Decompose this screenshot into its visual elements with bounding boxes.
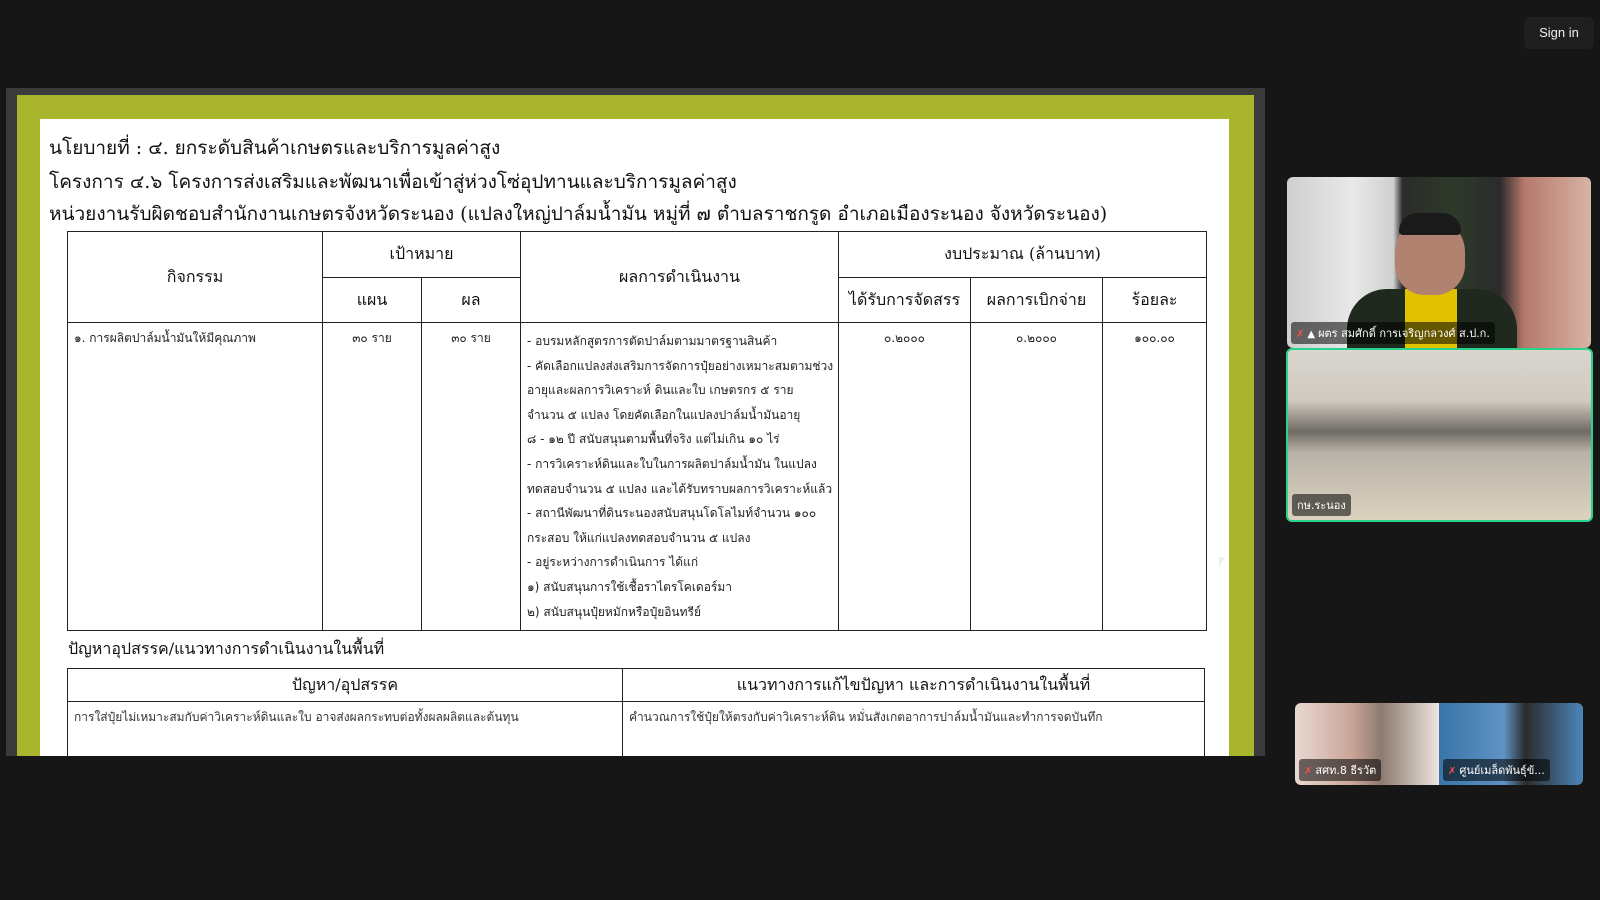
header-budget: งบประมาณ (ล้านบาท) bbox=[839, 232, 1207, 278]
header-percent: ร้อยละ bbox=[1103, 278, 1207, 323]
header-disbursed: ผลการเบิกจ่าย bbox=[971, 278, 1103, 323]
header-activity: กิจกรรม bbox=[68, 232, 323, 323]
slide-frame bbox=[17, 95, 1254, 756]
slide-page bbox=[40, 119, 1229, 756]
cell-plan: ๓๐ ราย bbox=[323, 323, 422, 631]
participant-name-label bbox=[1291, 322, 1495, 344]
policy-heading: นโยบายที่ : ๔. ยกระดับสินค้าเกษตรและบริการมูลค่าสูง bbox=[49, 137, 501, 159]
problems-table bbox=[67, 668, 1205, 756]
cell-allocated: ๐.๒๐๐๐ bbox=[839, 323, 971, 631]
participant-hair bbox=[1399, 213, 1461, 235]
header-plan: แผน bbox=[323, 278, 422, 323]
shared-screen bbox=[6, 88, 1265, 756]
header-problem: ปัญหา/อุปสรรค bbox=[68, 669, 623, 702]
performance-line: ๘ - ๑๒ ปี สนับสนุนตามพื้นที่จริง แต่ไม่เกิน ๑๐ ไร่ bbox=[527, 432, 780, 447]
performance-line: - สถานีพัฒนาที่ดินระนองสนับสนุนโดโลไมท์จำนวน ๑๐๐ bbox=[527, 506, 817, 521]
performance-line: - อยู่ระหว่างการดำเนินการ ได้แก่ bbox=[527, 555, 699, 570]
header-performance: ผลการดำเนินงาน bbox=[521, 232, 839, 323]
header-solution: แนวทางการแก้ไขปัญหา และการดำเนินงานในพื้นที่ bbox=[623, 669, 1205, 702]
cell-performance bbox=[521, 323, 839, 631]
performance-line: อายุและผลการวิเคราะห์ ดินและใบ เกษตรกร ๕ ราย bbox=[527, 383, 794, 398]
cell-result: ๓๐ ราย bbox=[422, 323, 521, 631]
mic-muted-icon: ✗ bbox=[1296, 329, 1305, 340]
participant-name: สศท.8 ธีรวัต bbox=[1315, 764, 1377, 777]
cell-percent: ๑๐๐.๐๐ bbox=[1103, 323, 1207, 631]
participant-name-label bbox=[1299, 759, 1381, 781]
participant-tile-active[interactable] bbox=[1286, 348, 1593, 522]
mouse-cursor-icon bbox=[1219, 557, 1225, 567]
pin-icon: ▲ bbox=[1307, 329, 1316, 340]
performance-line: ๑) สนับสนุนการใช้เชื้อราไตรโคเดอร์มา bbox=[527, 579, 733, 594]
performance-line: - คัดเลือกแปลงส่งเสริมการจัดการปุ๋ยอย่างเหมาะสมตามช่วง bbox=[527, 358, 834, 373]
header-allocated: ได้รับการจัดสรร bbox=[839, 278, 971, 323]
performance-line: จำนวน ๕ แปลง โดยคัดเลือกในแปลงปาล์มน้ำมันอายุ bbox=[527, 407, 801, 422]
participant-tile[interactable] bbox=[1439, 703, 1583, 785]
cell-solution: คำนวณการใช้ปุ๋ยให้ตรงกับค่าวิเคราะห์ดิน หมั่นสังเกตอาการปาล์มน้ำมันและทำการจดบันทึก bbox=[623, 702, 1205, 757]
mic-muted-icon: ✗ bbox=[1304, 766, 1313, 777]
table-row bbox=[68, 702, 1205, 757]
header-target: เป้าหมาย bbox=[323, 232, 521, 278]
participant-name: กษ.ระนอง bbox=[1297, 499, 1346, 512]
cell-activity: ๑. การผลิตปาล์มน้ำมันให้มีคุณภาพ bbox=[68, 323, 323, 631]
participant-tile[interactable] bbox=[1287, 177, 1591, 348]
activity-table bbox=[67, 231, 1207, 631]
cell-problem: การใส่ปุ๋ยไม่เหมาะสมกับค่าวิเคราะห์ดินและใบ อาจส่งผลกระทบต่อทั้งผลผลิตและต้นทุน bbox=[68, 702, 623, 757]
performance-line: - การวิเคราะห์ดินและใบในการผลิตปาล์มน้ำมัน ในแปลง bbox=[527, 456, 817, 471]
performance-line: กระสอบ ให้แก่แปลงทดสอบจำนวน ๕ แปลง bbox=[527, 530, 751, 545]
participant-name-label bbox=[1443, 759, 1550, 781]
cell-disbursed: ๐.๒๐๐๐ bbox=[971, 323, 1103, 631]
participant-name-label bbox=[1292, 494, 1351, 516]
problems-heading: ปัญหาอุปสรรค/แนวทางการดำเนินงานในพื้นที่ bbox=[68, 639, 385, 658]
performance-line: - อบรมหลักสูตรการตัดปาล์มตามมาตรฐานสินค้า bbox=[527, 334, 778, 348]
mic-muted-icon: ✗ bbox=[1448, 766, 1457, 777]
performance-line: ทดสอบจำนวน ๕ แปลง และได้รับทราบผลการวิเคราะห์แล้ว bbox=[527, 481, 833, 496]
sign-in-button[interactable]: Sign in bbox=[1524, 17, 1594, 49]
header-result: ผล bbox=[422, 278, 521, 323]
table-row bbox=[68, 323, 1207, 631]
participant-name: ผตร สมศักดิ์ การเจริญกลวงศ์ ส.ป.ก. bbox=[1318, 327, 1490, 340]
project-heading: โครงการ ๔.๖ โครงการส่งเสริมและพัฒนาเพื่อเข้าสู่ห่วงโซ่อุปทานและบริการมูลค่าสูง bbox=[49, 171, 737, 193]
participant-name: ศูนย์เมล็ดพันธุ์ข้... bbox=[1459, 764, 1545, 777]
performance-line: ๒) สนับสนุนปุ๋ยหมักหรือปุ๋ยอินทรีย์ bbox=[527, 604, 702, 619]
unit-heading: หน่วยงานรับผิดชอบสำนักงานเกษตรจังหวัดระนอง (แปลงใหญ่ปาล์มน้ำมัน หมู่ที่ ๗ ตำบลราชกรูด อำเภอเมืองระนอง จังหวัดระนอง) bbox=[49, 203, 1108, 225]
participant-tile[interactable] bbox=[1295, 703, 1439, 785]
